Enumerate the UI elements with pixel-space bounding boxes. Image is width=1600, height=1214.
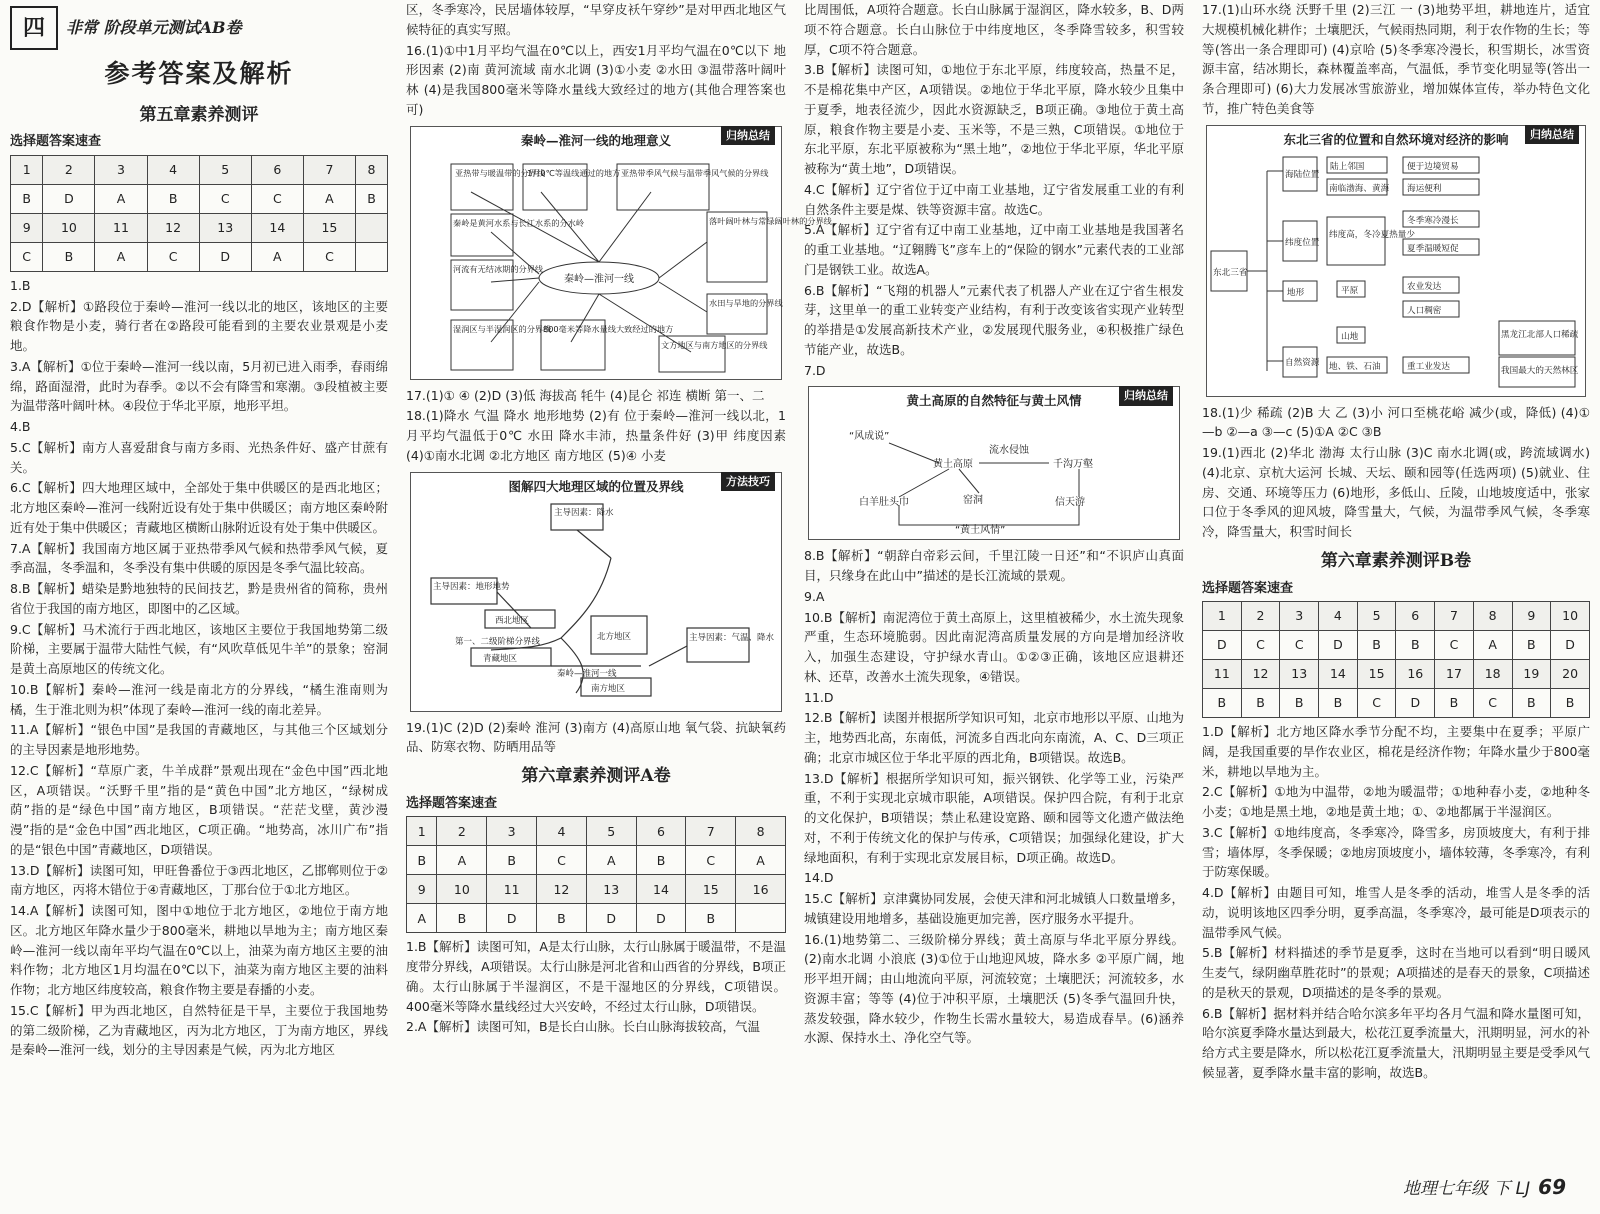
answer-cell: 2 bbox=[437, 817, 487, 846]
brand-logo: 四 bbox=[10, 6, 58, 50]
loess-node: 窑洞 bbox=[963, 495, 983, 506]
answer-paragraph: 5.C【解析】南方人喜爱甜食与南方多雨、光热条件好、盛产甘蔗有关。 bbox=[10, 439, 388, 475]
answer-paragraph: 6.B【解析】据材料并结合哈尔滨多年平均各月气温和降水量图可知，哈尔滨夏季降水量达到最大，松花江夏季流量大，汛期明显，河水的补给方式主要是降水，所以松花江夏季流量大，汛期明显主要是受季风气候显著，夏季降水量丰富的影响，故选B。 bbox=[1202, 1005, 1590, 1080]
method-badge: 方法技巧 bbox=[721, 472, 775, 491]
answer-cell: B bbox=[1551, 689, 1590, 718]
answer-cell: C bbox=[199, 184, 251, 213]
answer-cell: 20 bbox=[1551, 660, 1590, 689]
tree-l2: 陆上邻国 bbox=[1330, 162, 1365, 173]
answer-paragraph: 8.B【解析】蜡染是黔地独特的民间技艺，黔是贵州省的简称，贵州省位于我国的南方地区，即图中的乙区域。 bbox=[10, 581, 388, 616]
answer-cell: 3 bbox=[1280, 602, 1319, 631]
answer-cell bbox=[356, 213, 388, 242]
subject-label: 地理七年级 下 LJ bbox=[1402, 1179, 1531, 1200]
page-title: 参考答案及解析 bbox=[104, 59, 294, 88]
answer-cell: B bbox=[1512, 631, 1551, 660]
diagram-title: 东北三省的位置和自然环境对经济的影响 bbox=[1283, 131, 1509, 147]
loess-node: “风成说” bbox=[849, 431, 890, 442]
quick-answer-label: 选择题答案速查 bbox=[10, 134, 102, 150]
answer-cell: A bbox=[303, 184, 355, 213]
node-label: 1月0℃等温线通过的地方 bbox=[527, 168, 621, 179]
answer-row bbox=[11, 155, 388, 184]
tree-l3: 冬季寒冷漫长 bbox=[1407, 216, 1459, 227]
ch6a-explanations bbox=[406, 937, 786, 1037]
summary-badge: 归纳总结 bbox=[1119, 386, 1173, 405]
answer-cell: 8 bbox=[736, 817, 786, 846]
ch5-explanations-bottom bbox=[406, 718, 786, 758]
answer-cell: 12 bbox=[1241, 660, 1280, 689]
answer-cell: 16 bbox=[1396, 660, 1435, 689]
answer-cell: A bbox=[1473, 631, 1512, 660]
answer-cell: B bbox=[537, 904, 587, 933]
ch5-explanations bbox=[10, 276, 388, 1060]
tree-root: 东北三省 bbox=[1213, 268, 1248, 279]
answer-paragraph: 18.(1)少 稀疏 (2)B 大 乙 (3)小 河口至桃花峪 减少(或，降低) (4)①—b ②—a ③—c (5)①A ②C ③B bbox=[1202, 404, 1590, 440]
answer-cell: B bbox=[1435, 689, 1474, 718]
loess-flowchart bbox=[809, 413, 1185, 535]
answer-cell: 12 bbox=[147, 213, 199, 242]
answer-paragraph: 14.D bbox=[804, 870, 834, 886]
answer-cell: A bbox=[407, 904, 437, 933]
diagram-title: 黄土高原的自然特征与黄土风情 bbox=[906, 393, 1082, 409]
ch6b-explanations bbox=[1202, 722, 1590, 1083]
answer-cell: 8 bbox=[356, 155, 388, 184]
answer-cell: 8 bbox=[1473, 602, 1512, 631]
answer-row bbox=[11, 213, 388, 242]
ch5-explanations-cont bbox=[406, 0, 786, 120]
tree-l3: 夏季温暖短促 bbox=[1407, 244, 1459, 255]
region-label: 主导因素：降水 bbox=[554, 508, 614, 519]
answer-row bbox=[1203, 689, 1590, 718]
answer-table-ch5 bbox=[10, 155, 388, 272]
answer-cell: D bbox=[1396, 689, 1435, 718]
regions-map bbox=[411, 498, 787, 706]
answer-paragraph: 3.C【解析】①地纬度高，冬季寒冷，降雪多，房顶坡度大，有利于排雪；墙体厚，冬季保暖；②地房顶坡度小，墙体较薄，冬季寒冷，有利于防寒保暖。 bbox=[1202, 824, 1590, 880]
answer-cell: B bbox=[1512, 689, 1551, 718]
answer-cell bbox=[356, 242, 388, 271]
tree-l1: 自然资源 bbox=[1285, 358, 1320, 369]
tree-l3: 重工业发达 bbox=[1407, 362, 1450, 373]
tree-l2: 南临渤海、黄海 bbox=[1329, 184, 1390, 195]
answer-cell: B bbox=[1203, 689, 1242, 718]
region-label: 主导因素：气温、降水 bbox=[689, 633, 775, 644]
answer-cell: 9 bbox=[407, 875, 437, 904]
tree-l3: 人口稠密 bbox=[1407, 306, 1442, 317]
answer-cell: 1 bbox=[1203, 602, 1242, 631]
answer-cell: B bbox=[1241, 689, 1280, 718]
column-1 bbox=[4, 0, 394, 1214]
answer-cell: B bbox=[1357, 631, 1396, 660]
tree-l1: 地形 bbox=[1287, 288, 1305, 299]
answer-paragraph: 5.A【解析】辽宁省有辽中南工业基地，辽中南工业基地是我国著名的重工业基地。“辽翱腾飞”彦车上的“保险的钢水”元素代表的工业部门是钢铁工业。故选A。 bbox=[804, 222, 1184, 277]
answer-cell: C bbox=[1280, 631, 1319, 660]
page-footer bbox=[1403, 1172, 1566, 1204]
chapter-6b-heading: 第六章素养测评B卷 bbox=[1320, 550, 1472, 571]
qinling-center-label: 秦岭—淮河一线 bbox=[564, 274, 634, 286]
answer-row bbox=[1203, 631, 1590, 660]
answer-cell: C bbox=[11, 242, 43, 271]
answer-cell: 14 bbox=[251, 213, 303, 242]
answer-cell: 7 bbox=[1435, 602, 1474, 631]
answer-cell: C bbox=[251, 184, 303, 213]
northeast-diagram bbox=[1206, 125, 1586, 397]
column-3 bbox=[798, 0, 1190, 1214]
node-label: 秦岭是黄河水系与长江水系的分水岭 bbox=[453, 218, 585, 229]
answer-cell: C bbox=[1241, 631, 1280, 660]
ch6a-explanations-cont bbox=[804, 0, 1184, 380]
ch6a-explanations-tail bbox=[1202, 403, 1590, 542]
answer-row bbox=[1203, 602, 1590, 631]
regions-diagram bbox=[410, 472, 782, 712]
answer-paragraph: 12.B【解析】读图并根据所学知识可知，北京市地形以平原、山地为主，地势西北高，东南低，河流多自西北向东南流，A、C、D三项正确；北京市城区位于华北平原的西北角，B项错误。故选B。 bbox=[804, 710, 1184, 765]
answer-cell: 7 bbox=[686, 817, 736, 846]
quick-answer-label: 选择题答案速查 bbox=[406, 795, 498, 811]
region-label: 西北地区 bbox=[495, 616, 530, 627]
answer-cell: B bbox=[356, 184, 388, 213]
answer-row bbox=[407, 817, 786, 846]
tree-l2: 纬度高，冬冷夏热量少 bbox=[1329, 230, 1415, 241]
answer-cell: B bbox=[1319, 689, 1358, 718]
answer-cell: 16 bbox=[736, 875, 786, 904]
answer-cell: D bbox=[1319, 631, 1358, 660]
answer-paragraph: 10.B【解析】南泥湾位于黄土高原上，这里植被稀少，水土流失现象严重，生态环境脆弱。因此南泥湾高质量发展的方向是增加经济收入，加强生态建设，守护绿水青山。①②③正确，该地区应退耕还林、还草，改善水土流失现象，④错误。 bbox=[804, 609, 1184, 684]
answer-cell: 11 bbox=[95, 213, 147, 242]
page-number: 69 bbox=[1538, 1175, 1566, 1200]
answer-paragraph: 4.D【解析】由题目可知，堆雪人是冬季的活动，堆雪人是冬季的活动，说明该地区四季分明，夏季高温，冬季寒冷，最可能是D项表示的温带季风气候。 bbox=[1202, 885, 1590, 940]
answer-cell: A bbox=[437, 846, 487, 875]
answer-cell: D bbox=[636, 904, 686, 933]
answer-paragraph: 15.C【解析】甲为西北地区，自然特征是干旱，主要位于我国地势的第二级阶梯，乙为青藏地区，丙为北方地区，丁为南方地区，界线是秦岭—淮河一线，划分的主导因素是气候，丙为北方地区 bbox=[10, 1002, 388, 1058]
tree-l3: 便于边境贸易 bbox=[1407, 162, 1459, 173]
answer-cell: A bbox=[586, 846, 636, 875]
node-label: 文方地区与南方地区的分界线 bbox=[661, 340, 768, 351]
answer-paragraph: 19.(1)C (2)D (2)秦岭 淮河 (3)南方 (4)高原山地 氧气袋、抗缺氧药品、防寒衣物、防晒用品等 bbox=[406, 719, 786, 755]
answer-cell: D bbox=[199, 242, 251, 271]
answer-row bbox=[407, 904, 786, 933]
answer-cell: B bbox=[11, 184, 43, 213]
answer-table-ch6b bbox=[1202, 601, 1590, 718]
answer-cell: C bbox=[1357, 689, 1396, 718]
loess-node: 白羊肚头巾 bbox=[859, 497, 909, 508]
answer-cell: D bbox=[487, 904, 537, 933]
loess-node: 信天游 bbox=[1055, 497, 1085, 508]
tree-l1: 纬度位置 bbox=[1285, 238, 1320, 249]
answer-cell: 15 bbox=[303, 213, 355, 242]
node-label: 800毫米等降水量线大致经过的地方 bbox=[543, 324, 674, 335]
answer-cell: 1 bbox=[11, 155, 43, 184]
region-label: 第一、二级阶梯分界线 bbox=[455, 637, 541, 648]
answer-cell: B bbox=[1396, 631, 1435, 660]
answer-paragraph: 9.A bbox=[804, 588, 825, 604]
answer-cell: B bbox=[407, 846, 437, 875]
answer-cell: 15 bbox=[686, 875, 736, 904]
answer-cell: 5 bbox=[586, 817, 636, 846]
column-4 bbox=[1196, 0, 1596, 1214]
answer-paragraph: 6.C【解析】四大地理区域中，全部处于集中供暖区的是西北地区；北方地区秦岭—淮河一线附近设有处于集中供暖区；南方地区秦岭附近有处于集中供暖区；青藏地区横断山脉附近设有处于集中供暖区。 bbox=[10, 480, 388, 535]
brand-header bbox=[10, 6, 388, 50]
answer-cell: D bbox=[43, 184, 95, 213]
answer-cell: 4 bbox=[1319, 602, 1358, 631]
answer-cell: 9 bbox=[1512, 602, 1551, 631]
region-label: 青藏地区 bbox=[483, 654, 518, 665]
node-label: 亚热带季风气候与温带季风气候的分界线 bbox=[621, 168, 769, 179]
answer-paragraph: 7.D bbox=[804, 362, 826, 378]
ch5-explanations-mid bbox=[406, 386, 786, 466]
answer-cell: 1 bbox=[407, 817, 437, 846]
answer-paragraph: 2.C【解析】①地为中温带，②地为暖温带；①地种春小麦，②地种冬小麦；①地是黑土地，②地是黄土地；①、②地都属于半湿润区。 bbox=[1202, 784, 1590, 820]
chapter-6a-heading: 第六章素养测评A卷 bbox=[521, 766, 671, 786]
answer-paragraph: 3.A【解析】①位于秦岭—淮河一线以南，5月初已进入雨季，春雨绵绵，路面湿滑，此时为春季。②以不会有降雪和寒潮。③段植被主要为温带落叶阔叶林。④段位于华北平原，地形平坦。 bbox=[10, 358, 388, 414]
answer-table-ch6a bbox=[406, 816, 786, 933]
tree-l3: 黑龙江北部人口稀疏 bbox=[1501, 330, 1579, 341]
answer-cell: 6 bbox=[1396, 602, 1435, 631]
answer-cell: A bbox=[95, 184, 147, 213]
answer-cell: 13 bbox=[199, 213, 251, 242]
diagram-title: 秦岭—淮河一线的地理意义 bbox=[520, 132, 671, 148]
quick-answer-label: 选择题答案速查 bbox=[1202, 580, 1294, 596]
answer-paragraph: 17.(1)山环水绕 沃野千里 (2)三江 一 (3)地势平坦，耕地连片，适宜大规模机械化耕作；土壤肥沃，气候雨热同期，利于农作物的生长；等等(答出一条合理即可) (4)京哈 (5)冬季寒冷漫长，积雪期长，冰雪资源丰富，结冰期长，森林覆盖率高，气温低，季节变化明显等(答出一条合理即可) (6)大力发展冰雪旅游业，增加媒体宣传，举办特色文化节，推广特色美食等 bbox=[1202, 2, 1590, 116]
answer-cell: 4 bbox=[147, 155, 199, 184]
answer-cell: B bbox=[437, 904, 487, 933]
answer-row bbox=[11, 184, 388, 213]
answer-cell bbox=[736, 904, 786, 933]
answer-paragraph: 比周围低，A项符合题意。长白山脉属于湿润区，降水较多，B、D两项不符合题意。长白山脉位于中纬度地区，冬季降雪较多，积雪较厚，C项不符合题意。 bbox=[804, 2, 1184, 57]
answer-row bbox=[407, 875, 786, 904]
answer-cell: 6 bbox=[636, 817, 686, 846]
answer-paragraph: 12.C【解析】“草原广袤，牛羊成群”景观出现在“金色中国”西北地区，A项错误。“沃野千里”指的是“黄色中国”北方地区，“绿树成荫”指的是“绿色中国”南方地区，B项错误。“茫茫戈壁，黄沙漫漫”指的是“金色中国”西北地区，C项正确。“地势高，冰川广布”指的是“银色中国”青藏地区，D项错误。 bbox=[10, 762, 388, 857]
answer-cell: B bbox=[686, 904, 736, 933]
answer-cell: 6 bbox=[251, 155, 303, 184]
answer-cell: 11 bbox=[1203, 660, 1242, 689]
answer-cell: 10 bbox=[43, 213, 95, 242]
answer-cell: 4 bbox=[537, 817, 587, 846]
tree-l2: 地、铁、石油 bbox=[1329, 362, 1381, 373]
answer-cell: 10 bbox=[437, 875, 487, 904]
northeast-tree bbox=[1207, 151, 1593, 391]
region-label: 主导因素：地形地势 bbox=[433, 582, 510, 593]
node-label: 水田与旱地的分界线 bbox=[709, 298, 783, 309]
answer-cell: B bbox=[1280, 689, 1319, 718]
loess-node: 黄土高原 bbox=[933, 459, 973, 470]
answer-cell: B bbox=[147, 184, 199, 213]
answer-cell: 13 bbox=[586, 875, 636, 904]
summary-badge: 归纳总结 bbox=[721, 126, 775, 145]
tree-l2: 平原 bbox=[1341, 286, 1359, 297]
answer-cell: A bbox=[736, 846, 786, 875]
diagram-title: 图解四大地理区域的位置及界线 bbox=[508, 478, 684, 494]
answer-paragraph: 11.D bbox=[804, 689, 834, 705]
answer-cell: C bbox=[1473, 689, 1512, 718]
answer-cell: C bbox=[686, 846, 736, 875]
answer-paragraph: 1.B【解析】读图可知，A是太行山脉，太行山脉属于暖温带，不是温度带分界线，A项错误。太行山脉是河北省和山西省的分界线，B项正确。太行山脉属于半湿润区，不是干湿地区的分界线，C项错误。400毫米等降水量线经过大兴安岭，不经过太行山脉，D项错误。 bbox=[406, 939, 786, 1014]
answer-cell: D bbox=[1551, 631, 1590, 660]
answer-paragraph: 16.(1)①中1月平均气温在0℃以上，西安1月平均气温在0℃以下 地形因素 (2)南 黄河流域 南水北调 (3)①小麦 ②水田 ③温带落叶阔叶林 (4)是我国800毫米等降水量线大致经过的地方(其他合理答案也可) bbox=[406, 42, 786, 117]
answer-paragraph: 1.B bbox=[10, 277, 31, 293]
answer-paragraph: 3.B【解析】读图可知，①地位于东北平原，纬度较高，热量不足，不是棉花集中产区，A项错误。②地位于华北平原，降水较少且集中于夏季，地表径流少，因此水资源缺乏，B项正确。③地位于黄土高原，粮食作物主要是小麦、玉米等，不是三熟，C项错误。①地位于东北平原，东北平原被称为“黑土地”，②地位于华北平原，华北平原被称为“黄土地”，D项错误。 bbox=[804, 62, 1184, 176]
tree-l3: 海运便利 bbox=[1407, 184, 1442, 195]
answer-paragraph: 15.C【解析】京津冀协同发展，会使天津和河北城镇人口数量增多，城镇建设用地增多，基础设施更加完善，医疗服务水平提升。 bbox=[804, 891, 1184, 926]
node-label: 湿润区与半湿润区的分界线 bbox=[453, 324, 552, 335]
chapter-5-heading: 第五章素养测评 bbox=[139, 104, 259, 125]
answer-cell: 5 bbox=[1357, 602, 1396, 631]
answer-cell: 7 bbox=[303, 155, 355, 184]
node-label: 落叶阔叶林与常绿阔叶林的分界线 bbox=[709, 216, 832, 227]
answer-paragraph: 区，冬季寒冷，民居墙体较厚，“早穿皮袄午穿纱”是对甲西北地区气候特征的真实写照。 bbox=[406, 2, 786, 37]
brand-name: 非常 阶段单元测试AB卷 bbox=[66, 18, 242, 38]
node-label: 亚热带与暖温带的分界线 bbox=[455, 168, 546, 179]
answer-cell: 12 bbox=[537, 875, 587, 904]
loess-diagram bbox=[808, 386, 1180, 540]
answer-cell: 2 bbox=[1241, 602, 1280, 631]
answer-paragraph: 10.B【解析】秦岭—淮河一线是南北方的分界线，“橘生淮南则为橘，生于淮北则为枳”体现了秦岭—淮河一线的南北差异。 bbox=[10, 681, 388, 717]
answer-paragraph: 8.B【解析】“朝辞白帝彩云间，千里江陵一日还”和“不识庐山真面目，只缘身在此山中”描述的是长江流域的景观。 bbox=[804, 548, 1184, 583]
tree-l3: 农业发达 bbox=[1407, 282, 1442, 293]
answer-row bbox=[407, 846, 786, 875]
region-label: 南方地区 bbox=[591, 684, 626, 695]
answer-cell: C bbox=[147, 242, 199, 271]
answer-cell: 15 bbox=[1357, 660, 1396, 689]
answer-cell: C bbox=[537, 846, 587, 875]
answer-cell: 2 bbox=[43, 155, 95, 184]
region-label: 秦岭—淮河一线 bbox=[557, 669, 617, 680]
answer-cell: 9 bbox=[11, 213, 43, 242]
answer-cell: 14 bbox=[636, 875, 686, 904]
answer-paragraph: 16.(1)地势第二、三级阶梯分界线；黄土高原与华北平原分界线。(2)南水北调 小浪底 (3)①位于山地迎风坡，降水多 ②平原广阔，地形平坦开阔；由山地流向平原，河流较宽；土壤肥沃；河流较多，水资源丰富；等等 (4)位于冲积平原，土壤肥沃 (5)冬季气温回升快，蒸发较强，降水较少，作物生长需水量较大，易造成春旱。(6)涵养水源、保持水土、净化空气等。 bbox=[804, 931, 1184, 1046]
answer-paragraph: 4.B bbox=[10, 419, 31, 435]
answer-paragraph: 13.D【解析】读图可知，甲旺鲁番位于③西北地区，乙邯郸则位于②南方地区，丙将木错位于④青藏地区，丁那台位于①北方地区。 bbox=[10, 862, 388, 898]
answer-cell: 19 bbox=[1512, 660, 1551, 689]
ch6a-explanations-mid bbox=[804, 546, 1184, 1048]
answer-cell: 3 bbox=[487, 817, 537, 846]
answer-paragraph: 19.(1)西北 (2)华北 渤海 太行山脉 (3)C 南水北调(或，跨流域调水) (4)北京、京杭大运河 长城、天坛、颐和园等(任选两项) (5)就业、住房、交通、环境等压力 (6)地形，多低山、丘陵，山地坡度适中，张家口位于冬季风的迎风坡，降雪量大，气候，为温带季风气候，冬季寒冷，降雪量大，积雪时间长 bbox=[1202, 445, 1590, 539]
answer-paragraph: 2.D【解析】①路段位于秦岭—淮河一线以北的地区，该地区的主要粮食作物是小麦，骑行者在②路段可能看到的主要农业景观是小麦地。 bbox=[10, 298, 388, 354]
answer-cell: 18 bbox=[1473, 660, 1512, 689]
answer-paragraph: 11.A【解析】“银色中国”是我国的青藏地区，与其他三个区域划分的主导因素是地形地势。 bbox=[10, 722, 388, 758]
node-label: 河流有无结冰期的分界线 bbox=[453, 264, 544, 275]
region-label: 北方地区 bbox=[597, 632, 632, 643]
answer-cell: 11 bbox=[487, 875, 537, 904]
answer-cell: 17 bbox=[1435, 660, 1474, 689]
answer-cell: 3 bbox=[95, 155, 147, 184]
answer-row bbox=[1203, 660, 1590, 689]
answer-cell: 13 bbox=[1280, 660, 1319, 689]
ch6a-explanations-end bbox=[1202, 0, 1590, 119]
answer-paragraph: 5.B【解析】材料描述的季节是夏季，这时在当地可以看到“明日暖风生麦气，绿阴幽草胜花时”的景观；A项描述的是春天的景象，C项描述的是秋天的景观，D项描述的是冬季的景观。 bbox=[1202, 945, 1590, 1000]
summary-badge: 归纳总结 bbox=[1525, 125, 1579, 144]
answer-cell: A bbox=[95, 242, 147, 271]
answer-cell: B bbox=[636, 846, 686, 875]
answer-cell: 14 bbox=[1319, 660, 1358, 689]
loess-node: 流水侵蚀 bbox=[989, 445, 1029, 456]
answer-cell: B bbox=[43, 242, 95, 271]
tree-l2: 山地 bbox=[1341, 332, 1359, 343]
answer-row bbox=[11, 242, 388, 271]
tree-l1: 海陆位置 bbox=[1285, 170, 1320, 181]
answer-cell: 5 bbox=[199, 155, 251, 184]
tree-l3: 我国最大的天然林区 bbox=[1501, 366, 1579, 377]
loess-node: 千沟万壑 bbox=[1053, 459, 1093, 470]
answer-paragraph: 6.B【解析】“飞翔的机器人”元素代表了机器人产业在辽宁省生根发芽，这里单一的重工业转变产业结构，有利于改变该省实现产业转型的举措是①发展高新技术产业，②发展现代服务业，④积极推广绿色节能产业，故选B。 bbox=[804, 282, 1184, 357]
answer-cell: C bbox=[1435, 631, 1474, 660]
answer-paragraph: 7.A【解析】我国南方地区属于亚热带季风气候和热带季风气候，夏季高温，冬季温和，冬季没有集中供暖的原因是冬季气温比较高。 bbox=[10, 540, 388, 576]
answer-paragraph: 2.A【解析】读图可知，B是长白山脉。长白山脉海拔较高，气温 bbox=[406, 1019, 761, 1035]
answer-cell: D bbox=[1203, 631, 1242, 660]
loess-node: “黄土风情” bbox=[955, 525, 1006, 536]
answer-cell: A bbox=[251, 242, 303, 271]
answer-cell: D bbox=[586, 904, 636, 933]
answer-paragraph: 9.C【解析】马术流行于西北地区，该地区主要位于我国地势第二级阶梯，主要属于温带大陆性气候，有“风吹草低见牛羊”的景象；窑洞是黄土高原地区的传统文化。 bbox=[10, 621, 388, 677]
answer-cell: 10 bbox=[1551, 602, 1590, 631]
answer-cell: C bbox=[303, 242, 355, 271]
answer-paragraph: 1.D【解析】北方地区降水季节分配不均，主要集中在夏季；平原广阔，是我国重要的旱作农业区，棉花是经济作物；年降水量少于800毫米，耕地以旱地为主。 bbox=[1202, 724, 1590, 779]
answer-cell: B bbox=[487, 846, 537, 875]
answer-paragraph: 4.C【解析】辽宁省位于辽中南工业基地，辽宁省发展重工业的有利自然条件主要是煤、铁等资源丰富。故选C。 bbox=[804, 181, 1184, 217]
answer-paragraph: 13.D【解析】根据所学知识可知，振兴钢铁、化学等工业，污染严重，不利于实现北京城市职能，A项错误。保护四合院，有利于北京的文化保护，B项错误；禁止私建设宽路、颐和园等文化遗产做法绝对，不利于传统文化的保护与传承，C项错误；加强绿化建设，扩大绿地面积，有利于实现北京发展目标，D项正确。故选D。 bbox=[804, 770, 1184, 865]
answer-paragraph: 14.A【解析】读图可知，图中①地位于北方地区，②地位于南方地区。北方地区年降水量少于800毫米，耕地以旱地为主；南方地区秦岭—淮河一线以南年平均气温在0℃以上，油菜为南方地区主要的油料作物；北方地区1月均温在0℃以下，油菜为南方地区主要的油料作物；北方地区纬度较高，粮食作物主要是春播的小麦。 bbox=[10, 903, 388, 998]
answer-paragraph: 18.(1)降水 气温 降水 地形地势 (2)有 位于秦岭—淮河一线以北，1月平均气温低于0℃ 水田 降水丰沛，热量条件好 (3)甲 纬度因素 (4)①南水北调 ②北方地区 南方地区 (5)④ 小麦 bbox=[406, 408, 786, 463]
answer-paragraph: 17.(1)① ④ (2)D (3)低 海拔高 牦牛 (4)昆仑 祁连 横断 第一、二 bbox=[406, 387, 765, 403]
